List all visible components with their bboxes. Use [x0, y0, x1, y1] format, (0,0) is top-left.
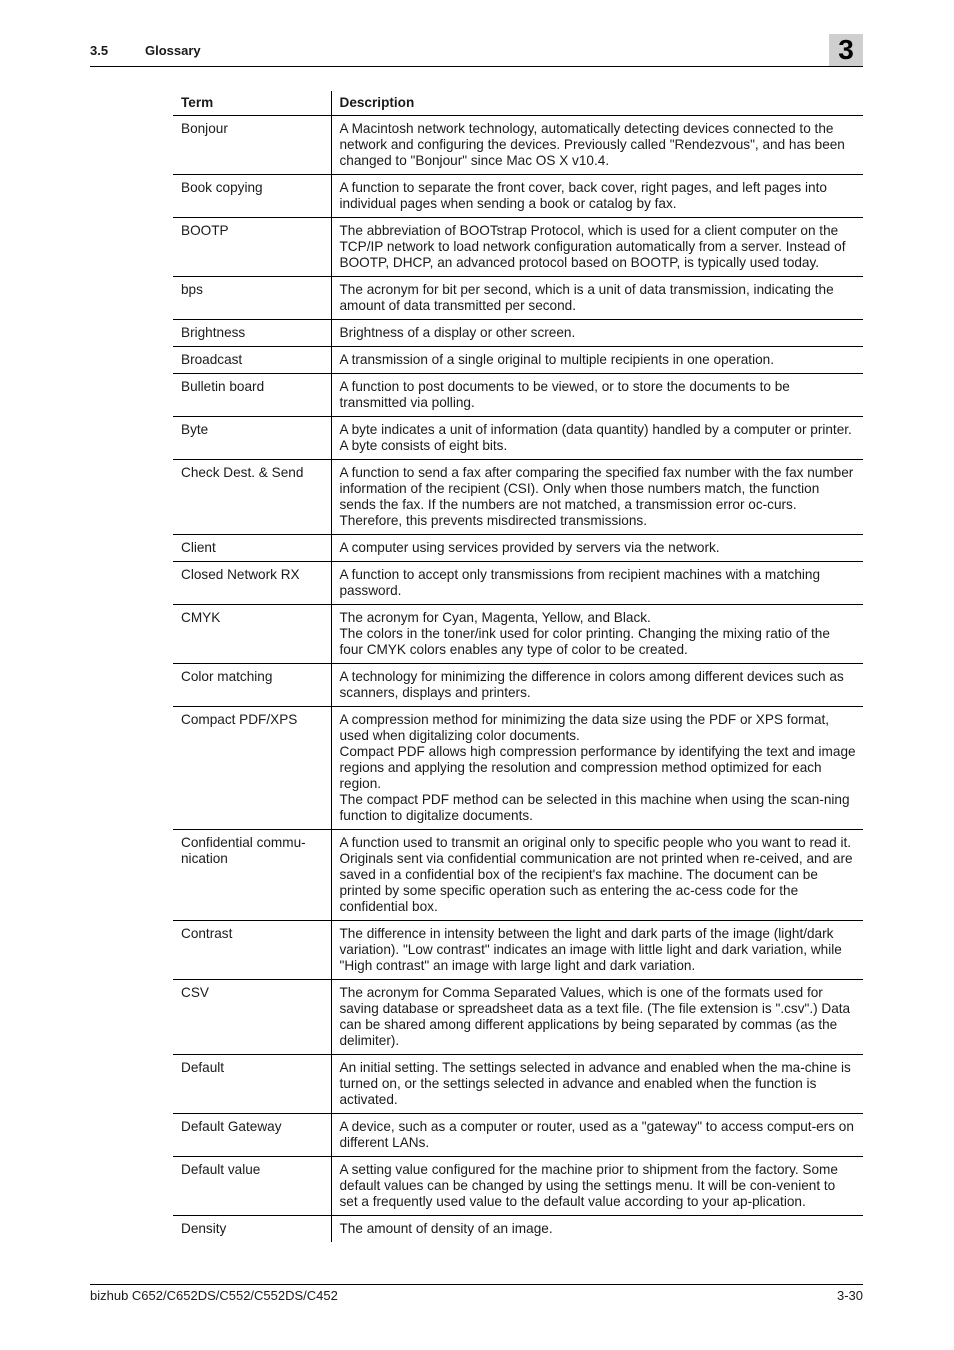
glossary-term: Bulletin board	[173, 374, 331, 417]
glossary-term: BOOTP	[173, 218, 331, 277]
table-header-row	[173, 91, 863, 116]
description-paragraph: A device, such as a computer or router, used as a "gateway" to access comput-ers on different LANs.	[339, 1119, 854, 1150]
glossary-description	[331, 1157, 863, 1216]
footer-model-name: bizhub C652/C652DS/C552/C552DS/C452	[90, 1288, 338, 1303]
description-paragraph: A function to post documents to be viewed, or to store the documents to be transmitted via polling.	[339, 379, 790, 410]
glossary-description	[331, 664, 863, 707]
glossary-description	[331, 417, 863, 460]
glossary-table-body	[173, 116, 863, 1243]
table-row	[173, 664, 863, 707]
glossary-description	[331, 562, 863, 605]
glossary-description	[331, 116, 863, 175]
glossary-term: Color matching	[173, 664, 331, 707]
description-paragraph: The acronym for bit per second, which is a unit of data transmission, indicating the amount of data transmitted per second.	[339, 282, 834, 313]
description-paragraph: The amount of density of an image.	[339, 1221, 553, 1236]
description-paragraph: The abbreviation of BOOTstrap Protocol, which is used for a client computer on the TCP/IP network to load network configuration automatically from a server. Instead of BOOTP, DHCP, an advanced protocol based on BOOTP, is typically used today.	[339, 223, 846, 270]
glossary-description	[331, 320, 863, 347]
table-row	[173, 320, 863, 347]
glossary-description	[331, 277, 863, 320]
page-header	[90, 34, 863, 67]
glossary-term: Check Dest. & Send	[173, 460, 331, 535]
glossary-description	[331, 1216, 863, 1243]
description-paragraph: The acronym for Comma Separated Values, which is one of the formats used for saving database or spreadsheet data as a text file. (The file extension is ".csv".) Data can be shared among different applications by being separated by commas (as the delimiter).	[339, 985, 851, 1048]
description-paragraph: A function to separate the front cover, back cover, right pages, and left pages into individual pages when sending a book or catalog by fax.	[339, 180, 827, 211]
glossary-description	[331, 830, 863, 921]
glossary-term: CMYK	[173, 605, 331, 664]
glossary-description	[331, 707, 863, 830]
description-paragraph: A transmission of a single original to multiple recipients in one operation.	[339, 352, 774, 367]
description-paragraph: A function used to transmit an original only to specific people who you want to read it. Originals sent via confidential communication are not printed when re-ceived, and are saved in a confidential box of the recipient's fax machine. The document can be printed by some specific operation such as entering the ac-cess code for the confidential box.	[339, 835, 853, 914]
glossary-term: Broadcast	[173, 347, 331, 374]
description-paragraph: A technology for minimizing the difference in colors among different devices such as scanners, displays and printers.	[339, 669, 844, 700]
table-row	[173, 374, 863, 417]
chapter-number-badge: 3	[829, 34, 863, 66]
table-row	[173, 830, 863, 921]
glossary-term: Default value	[173, 1157, 331, 1216]
table-row	[173, 562, 863, 605]
glossary-term: Bonjour	[173, 116, 331, 175]
table-row	[173, 980, 863, 1055]
glossary-description	[331, 921, 863, 980]
section-number: 3.5	[90, 43, 109, 58]
glossary-term: bps	[173, 277, 331, 320]
glossary-term: Density	[181, 1221, 227, 1236]
table-row	[173, 116, 863, 175]
description-paragraph: A setting value configured for the machine prior to shipment from the factory. Some default values can be changed by using the settings menu. It will be con-venient to set a frequently used value to the default value according to your ap-plication.	[339, 1162, 838, 1209]
glossary-term: Client	[173, 535, 331, 562]
page-footer	[90, 1284, 863, 1307]
table-row	[173, 707, 863, 830]
glossary-term: Contrast	[173, 921, 331, 980]
description-paragraph: A Macintosh network technology, automatically detecting devices connected to the network and configuring the devices. Previously called "Rendezvous", and has been changed to "Bonjour" since Mac OS X v10.4.	[339, 121, 845, 168]
section-title: Glossary	[145, 43, 201, 58]
description-paragraph: The acronym for Cyan, Magenta, Yellow, and Black.	[339, 610, 651, 625]
table-row	[173, 417, 863, 460]
glossary-term: Brightness	[173, 320, 331, 347]
glossary-description	[331, 175, 863, 218]
table-row	[173, 460, 863, 535]
glossary-term: CSV	[173, 980, 331, 1055]
glossary-term: Book copying	[173, 175, 331, 218]
table-row	[173, 347, 863, 374]
description-paragraph: A function to accept only transmissions from recipient machines with a matching password.	[339, 567, 821, 598]
description-paragraph: A compression method for minimizing the data size using the PDF or XPS format, used when digitalizing color documents.	[339, 712, 830, 743]
glossary-term: Closed Network RX	[173, 562, 331, 605]
table-row	[173, 1055, 863, 1114]
glossary-description	[331, 1055, 863, 1114]
table-row	[173, 175, 863, 218]
description-paragraph: An initial setting. The settings selected in advance and enabled when the ma-chine is turned on, or the settings selected in advance and enabled when the function is activated.	[339, 1060, 851, 1107]
glossary-term: Default	[173, 1055, 331, 1114]
glossary-description	[331, 980, 863, 1055]
glossary-term: Default Gateway	[173, 1114, 331, 1157]
glossary-description	[331, 1114, 863, 1157]
glossary-description	[331, 605, 863, 664]
description-paragraph: The compact PDF method can be selected in this machine when using the scan-ning function to digitalize documents.	[339, 792, 850, 823]
glossary-description	[331, 218, 863, 277]
table-row	[173, 1157, 863, 1216]
table-row	[173, 1114, 863, 1157]
description-paragraph: Compact PDF allows high compression performance by identifying the text and image regions and applying the resolution and compression method optimized for each region.	[339, 744, 856, 791]
description-paragraph: A byte indicates a unit of information (data quantity) handled by a computer or printer. A byte consists of eight bits.	[339, 422, 852, 453]
description-paragraph: Brightness of a display or other screen.	[339, 325, 576, 340]
glossary-description	[331, 460, 863, 535]
description-paragraph: The colors in the toner/ink used for color printing. Changing the mixing ratio of the four CMYK colors enables any type of color to be created.	[339, 626, 830, 657]
glossary-term: Confidential commu-nication	[173, 830, 331, 921]
description-paragraph: A function to send a fax after comparing the specified fax number with the fax number information of the recipient (CSI). Only when those numbers match, the function sends the fax. If the numbers are not matched, a transmission error oc-curs. Therefore, this prevents misdirected transmissions.	[339, 465, 854, 528]
glossary-table	[173, 91, 863, 1242]
column-header-description: Description	[331, 91, 863, 116]
table-row	[173, 277, 863, 320]
column-header-term: Term	[173, 91, 331, 116]
table-row	[173, 1216, 863, 1243]
description-paragraph: A computer using services provided by servers via the network.	[339, 540, 720, 555]
description-paragraph: The difference in intensity between the light and dark parts of the image (light/dark variation). "Low contrast" indicates an image with little light and dark variation, while "High contrast" an image with large light and dark variation.	[339, 926, 842, 973]
footer-page-number: 3-30	[836, 1288, 863, 1303]
glossary-term: Compact PDF/XPS	[173, 707, 331, 830]
table-row	[173, 218, 863, 277]
table-row	[173, 921, 863, 980]
glossary-term: Byte	[173, 417, 331, 460]
table-row	[173, 535, 863, 562]
glossary-description	[331, 535, 863, 562]
table-row	[173, 605, 863, 664]
glossary-description	[331, 374, 863, 417]
glossary-description	[331, 347, 863, 374]
